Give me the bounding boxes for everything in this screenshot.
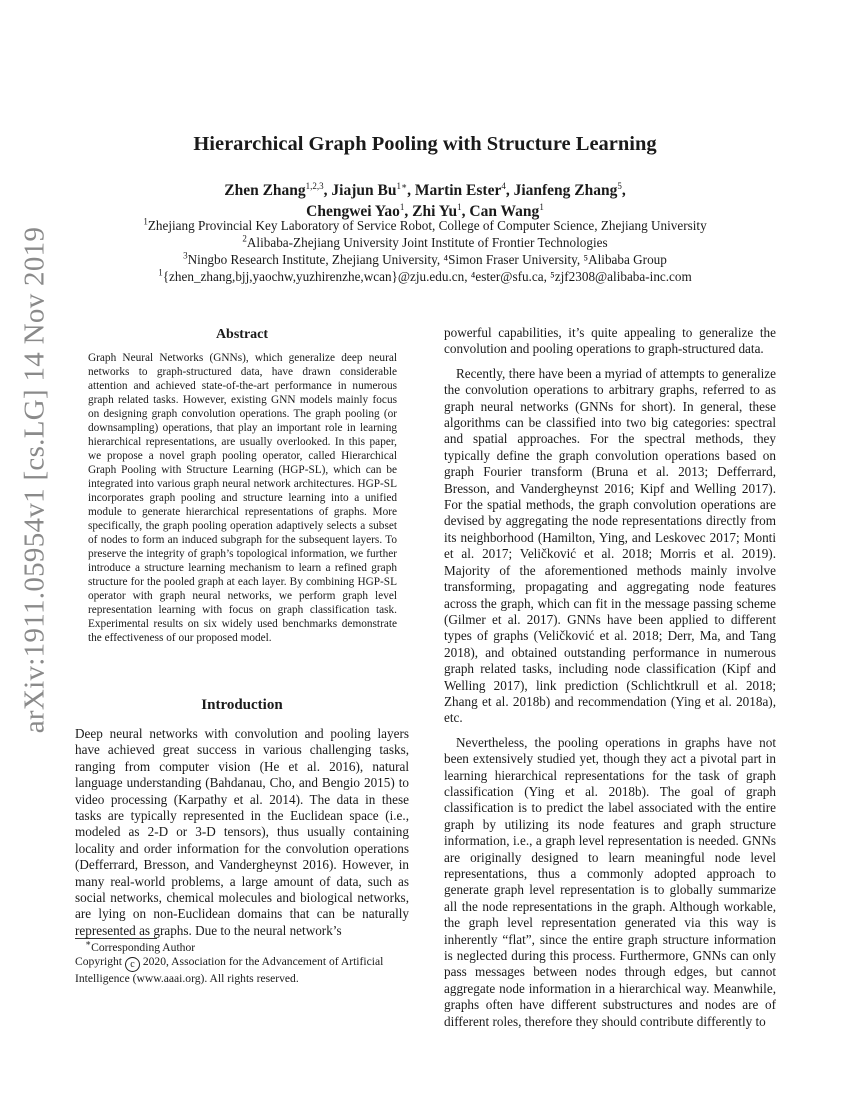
right-column-body xyxy=(444,325,776,1030)
author-separator: , xyxy=(621,182,626,199)
affiliation-line xyxy=(0,268,850,285)
author-separator: , xyxy=(407,182,415,199)
abstract-body xyxy=(88,351,397,645)
copyright-icon: c xyxy=(125,957,140,972)
affiliation-text: {zhen_zhang,bjj,yaochw,yuzhirenzhe,wcan}@zju.edu.cn, ⁴ester@sfu.ca, ⁵zjf2308@alibaba-inc.com xyxy=(162,269,692,284)
intro-paragraph: Nevertheless, the pooling operations in graphs have not been extensively studied yet, though they act a pivotal part in learning hierarchical representations for the task of graph classification (Ying et al. 2018b). The goal of graph classification is to predict the label associated with the entire graph by utilizing its node features and graph structure information, i.e., a graph level representation is needed. GNNs are originally designed to learn meaningful node level representations, thus a commonly adopted approach to generate graph level representation is to globally summarize all the node representations in the graph. Although workable, the graph level representation generated via this way is inherently “flat”, since the entire graph structure information is neglected during this process. Furthermore, GNNs can only pass messages between nodes through edges, but cannot aggregate node information in a hierarchical way. Meanwhile, graphs often have different substructures and nodes are of different roles, therefore they should contribute differently to xyxy=(444,734,776,1029)
author-affiliation-mark: 4 xyxy=(501,180,506,191)
affiliation-mark: 1 xyxy=(143,216,148,227)
author-affiliation-mark: 5 xyxy=(617,180,622,191)
author-name: Zhi Yu xyxy=(412,203,458,220)
affiliation-mark: 2 xyxy=(242,233,247,244)
paper-title: Hierarchical Graph Pooling with Structure Learning xyxy=(193,133,657,155)
corresponding-author-note xyxy=(75,938,409,955)
author-name: Zhen Zhang xyxy=(224,182,306,199)
author-separator: , xyxy=(505,182,514,199)
arxiv-identifier-stamp xyxy=(10,226,60,734)
affiliation-line xyxy=(0,217,850,234)
author-affiliation-mark: 1 xyxy=(457,201,462,212)
author-affiliation-mark: 1 xyxy=(399,201,405,212)
affiliation-text: Zhejiang Provincial Key Laboratory of Service Robot, College of Computer Science, Zhejiang University xyxy=(147,218,707,233)
introduction-heading: Introduction xyxy=(201,697,283,713)
copyright-label: Copyright xyxy=(75,954,123,968)
author-name: Jianfeng Zhang xyxy=(513,182,618,199)
affiliation-mark: 1 xyxy=(158,267,163,278)
author-affiliation-mark: 1,2,3 xyxy=(305,180,324,191)
left-column-body xyxy=(75,726,409,939)
abstract-heading: Abstract xyxy=(215,327,269,342)
author-name: Jiajun Bu xyxy=(331,182,397,199)
affiliation-mark: 3 xyxy=(183,250,188,261)
author-separator: , xyxy=(323,182,332,199)
footnote-mark: ∗ xyxy=(85,938,92,949)
footnotes xyxy=(75,938,409,985)
intro-paragraph: Recently, there have been a myriad of attempts to generalize the convolution operations to arbitrary graphs, referred to as graph neural networks (GNNs for short). In general, these algorithms can be classified into two big categories: spectral and spatial approaches. For the spectral methods, they typically define the graph convolution operations based on graph Fourier transform (Bruna et al. 2013; Defferrard, Bresson, and Vandergheynst 2016; Kipf and Welling 2017). For the spatial methods, the graph convolution operations are devised by aggregating the node representations directly from its neighborhood (Hamilton, Ying, and Leskovec 2017; Monti et al. 2017; Veličković et al. 2018; Morris et al. 2019). Majority of the aforementioned methods mainly involve transforming, propagating and aggregating node features across the graph, which can fit in the message passing scheme (Gilmer et al. 2017). GNNs have been applied to different types of graphs (Veličković et al. 2018; Derr, Ma, and Tang 2018), and obtained outstanding performance in numerous graph related tasks, including node classification (Kipf and Welling 2017), link prediction (Schlichtkrull et al. 2018; Zhang et al. 2018b) and recommendation (Ying et al. 2018a), etc. xyxy=(444,365,776,726)
author-affiliation-mark: 1∗ xyxy=(396,180,408,191)
author-name: Can Wang xyxy=(469,203,540,220)
author-line-1 xyxy=(0,180,850,201)
author-name: Chengwei Yao xyxy=(306,203,400,220)
author-list xyxy=(0,180,850,222)
affiliation-line xyxy=(0,234,850,251)
author-affiliation-mark: 1 xyxy=(539,201,544,212)
affiliation-text: Alibaba-Zhejiang University Joint Institute of Frontier Technologies xyxy=(246,235,608,250)
intro-paragraph-continued: powerful capabilities, it’s quite appealing to generalize the convolution and pooling operations to graph-structured data. xyxy=(444,325,776,357)
footnote-text: Corresponding Author xyxy=(91,941,196,954)
copyright-note xyxy=(75,955,409,986)
affiliation-text: Ningbo Research Institute, Zhejiang University, ⁴Simon Fraser University, ⁵Alibaba Group xyxy=(187,252,667,267)
author-name: Martin Ester xyxy=(414,182,502,199)
intro-paragraph: Deep neural networks with convolution and pooling layers have achieved great success in various challenging tasks, ranging from computer vision (He et al. 2016), natural language understanding (Bahdanau, Cho, and Bengio 2015) to video processing (Karpathy et al. 2014). The data in these tasks are typically represented in the Euclidean space (i.e., modeled as 2-D or 3-D tensors), thus usually containing locality and order information for the convolution operations (Defferrard, Bresson, and Vandergheynst 2016). However, in many real-world problems, a large amount of data, such as social networks, chemical molecules and biological networks, are lying on non-Euclidean domains that can be naturally represented as graphs. Due to the neural network’s xyxy=(75,726,409,938)
abstract-paragraph: Graph Neural Networks (GNNs), which generalize deep neural networks to graph-structured data, have drawn considerable attention and achieved state-of-the-art performance in numerous graph related tasks. However, existing GNN models mainly focus on designing graph convolution operations. The graph pooling (or downsampling) operations, that play an important role in learning hierarchical representations, are usually overlooked. In this paper, we propose a novel graph pooling operator, called Hierarchical Graph Pooling with Structure Learning (HGP-SL), which can be integrated into various graph neural network architectures. HGP-SL incorporates graph pooling and structure learning into a unified module to generate hierarchical representations of graphs. More specifically, the graph pooling operation adaptively selects a subset of nodes to form an induced subgraph for the subsequent layers. To preserve the integrity of graph’s topological information, we further introduce a structure learning mechanism to learn a refined graph structure for the pooled graph at each layer. By combining HGP-SL operator with graph neural networks, we perform graph level representation learning with focus on graph classification task. Experimental results on six widely used benchmarks demonstrate the effectiveness of our proposed model. xyxy=(88,352,397,644)
author-separator: , xyxy=(461,203,470,220)
copyright-text: 2020, Association for the Advancement of Artificial Intelligence (www.aaai.org). All rights reserved. xyxy=(75,954,384,985)
author-separator: , xyxy=(404,203,413,220)
arxiv-stamp-text: arXiv:1911.05954v1 [cs.LG] 14 Nov 2019 xyxy=(18,226,51,734)
affiliation-line xyxy=(0,251,850,268)
affiliation-list xyxy=(0,217,850,285)
